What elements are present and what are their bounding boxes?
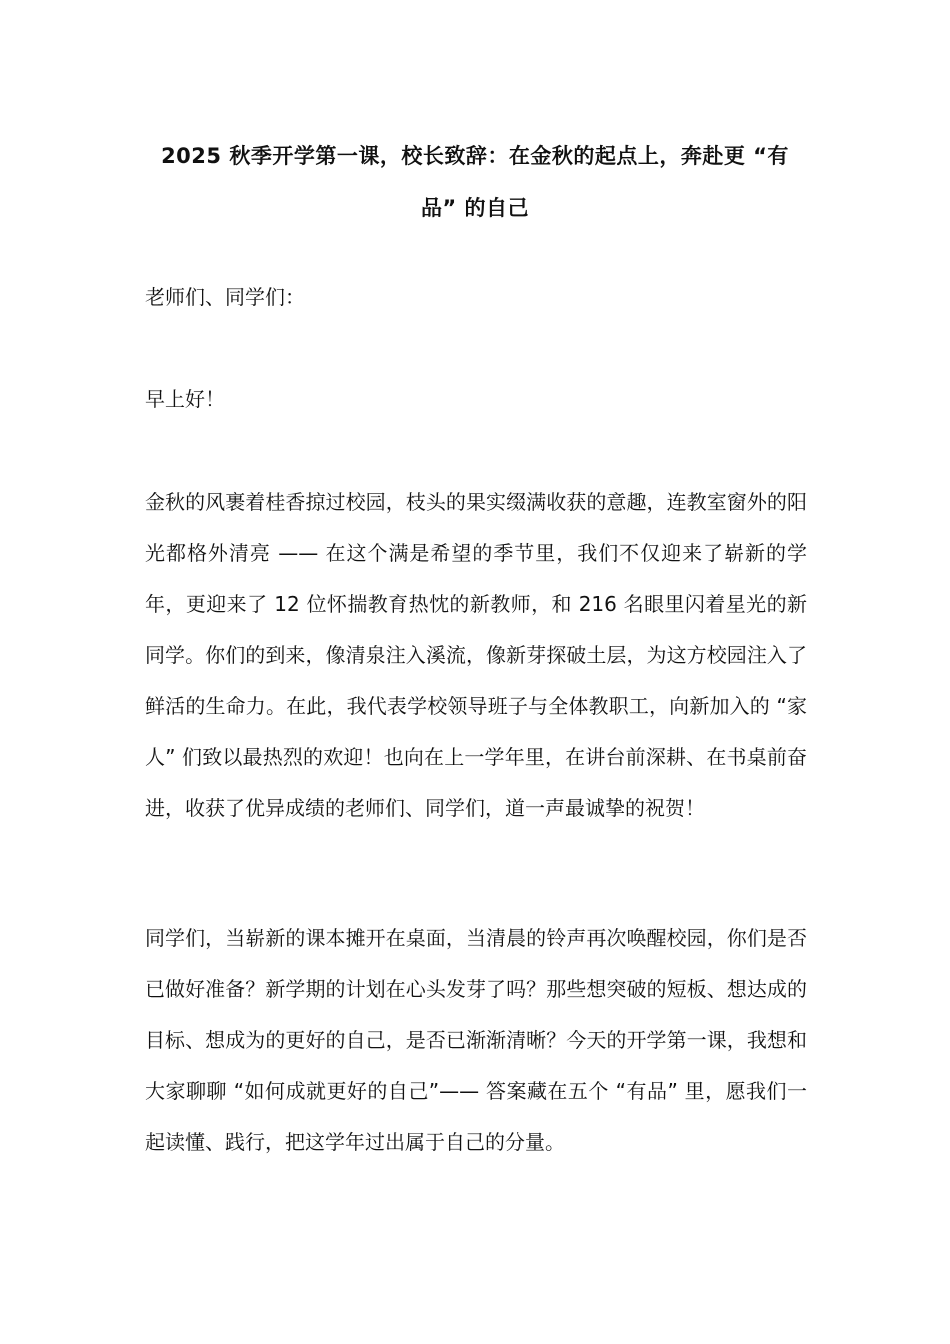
body-paragraph: 同学们，当崭新的课本摊开在桌面，当清晨的铃声再次唤醒校园，你们是否已做好准备？新学期的计划在心头发芽了吗？那些想突破的短板、想达成的目标、想成为的更好的自己，是否已渐渐清晰？今天的开学第一课，我想和大家聊聊 “如何成就更好的自己”—— 答案藏在五个 “有品” 里，愿我们一起读懂、践行，把这学年过出属于自己的分量。 — [145, 926, 807, 1154]
document-title: 2025 秋季开学第一课，校长致辞：在金秋的起点上，奔赴更 “有品” 的自己 — [161, 144, 789, 220]
greeting-paragraph: 老师们、同学们： — [145, 285, 305, 309]
morning-paragraph: 早上好！ — [145, 387, 225, 411]
body-paragraph: 金秋的风裹着桂香掠过校园，枝头的果实缀满收获的意趣，连教室窗外的阳光都格外清亮 —— 在这个满是希望的季节里，我们不仅迎来了崭新的学年，更迎来了 12 位怀揣教育热忱的新教师，和 216 名眼里闪着星光的新同学。你们的到来，像清泉注入溪流，像新芽探破土层，为这方校园注入了鲜活的生命力。在此，我代表学校领导班子与全体教职工，向新加入的 “家人” 们致以最热烈的欢迎！也向在上一学年里，在讲台前深耕、在书桌前奋进，收获了优异成绩的老师们、同学们，道一声最诚挚的祝贺！ — [145, 490, 807, 820]
